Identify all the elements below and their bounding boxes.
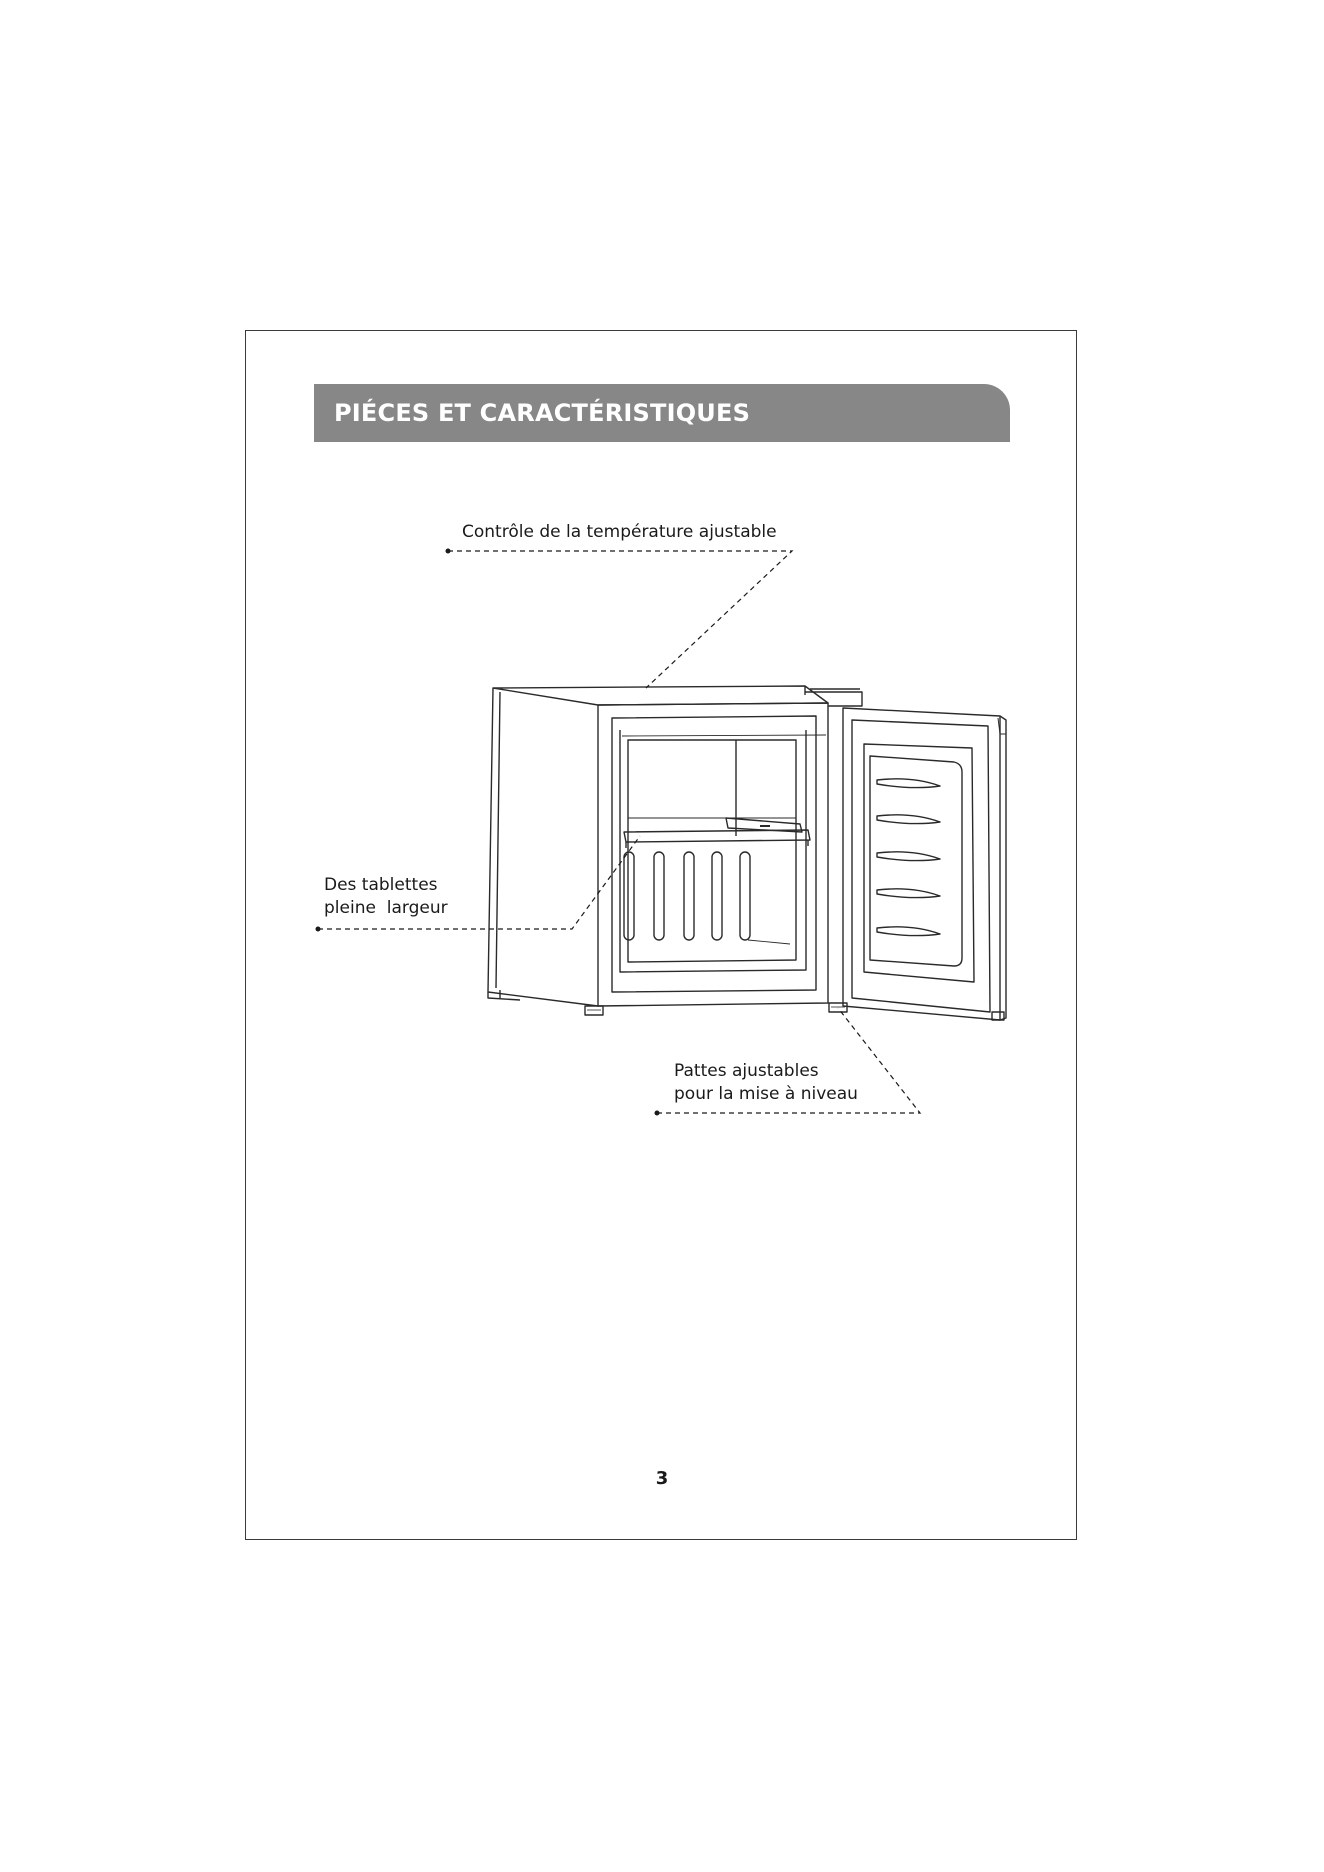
callout-legs-line-1: Pattes ajustables [674, 1061, 819, 1081]
adjustable-feet [488, 990, 847, 1015]
cabinet-opening [612, 716, 826, 992]
callout-temperature-control [462, 521, 777, 544]
page-number: 3 [655, 1468, 669, 1489]
callout-legs [674, 1060, 858, 1106]
callout-shelves-line-2: pleine largeur [324, 898, 448, 918]
leader-temperature [448, 551, 792, 688]
section-title: PIÉCES ET CARACTÉRISTIQUES [334, 399, 751, 427]
open-door [843, 708, 1006, 1020]
callout-shelves [324, 874, 448, 920]
bin-slats [624, 850, 750, 940]
callout-temperature-text: Contrôle de la température ajustable [462, 522, 777, 542]
wire-shelf [624, 818, 810, 848]
callout-legs-line-2: pour la mise à niveau [674, 1084, 858, 1104]
callout-shelves-line-1: Des tablettes [324, 875, 438, 895]
